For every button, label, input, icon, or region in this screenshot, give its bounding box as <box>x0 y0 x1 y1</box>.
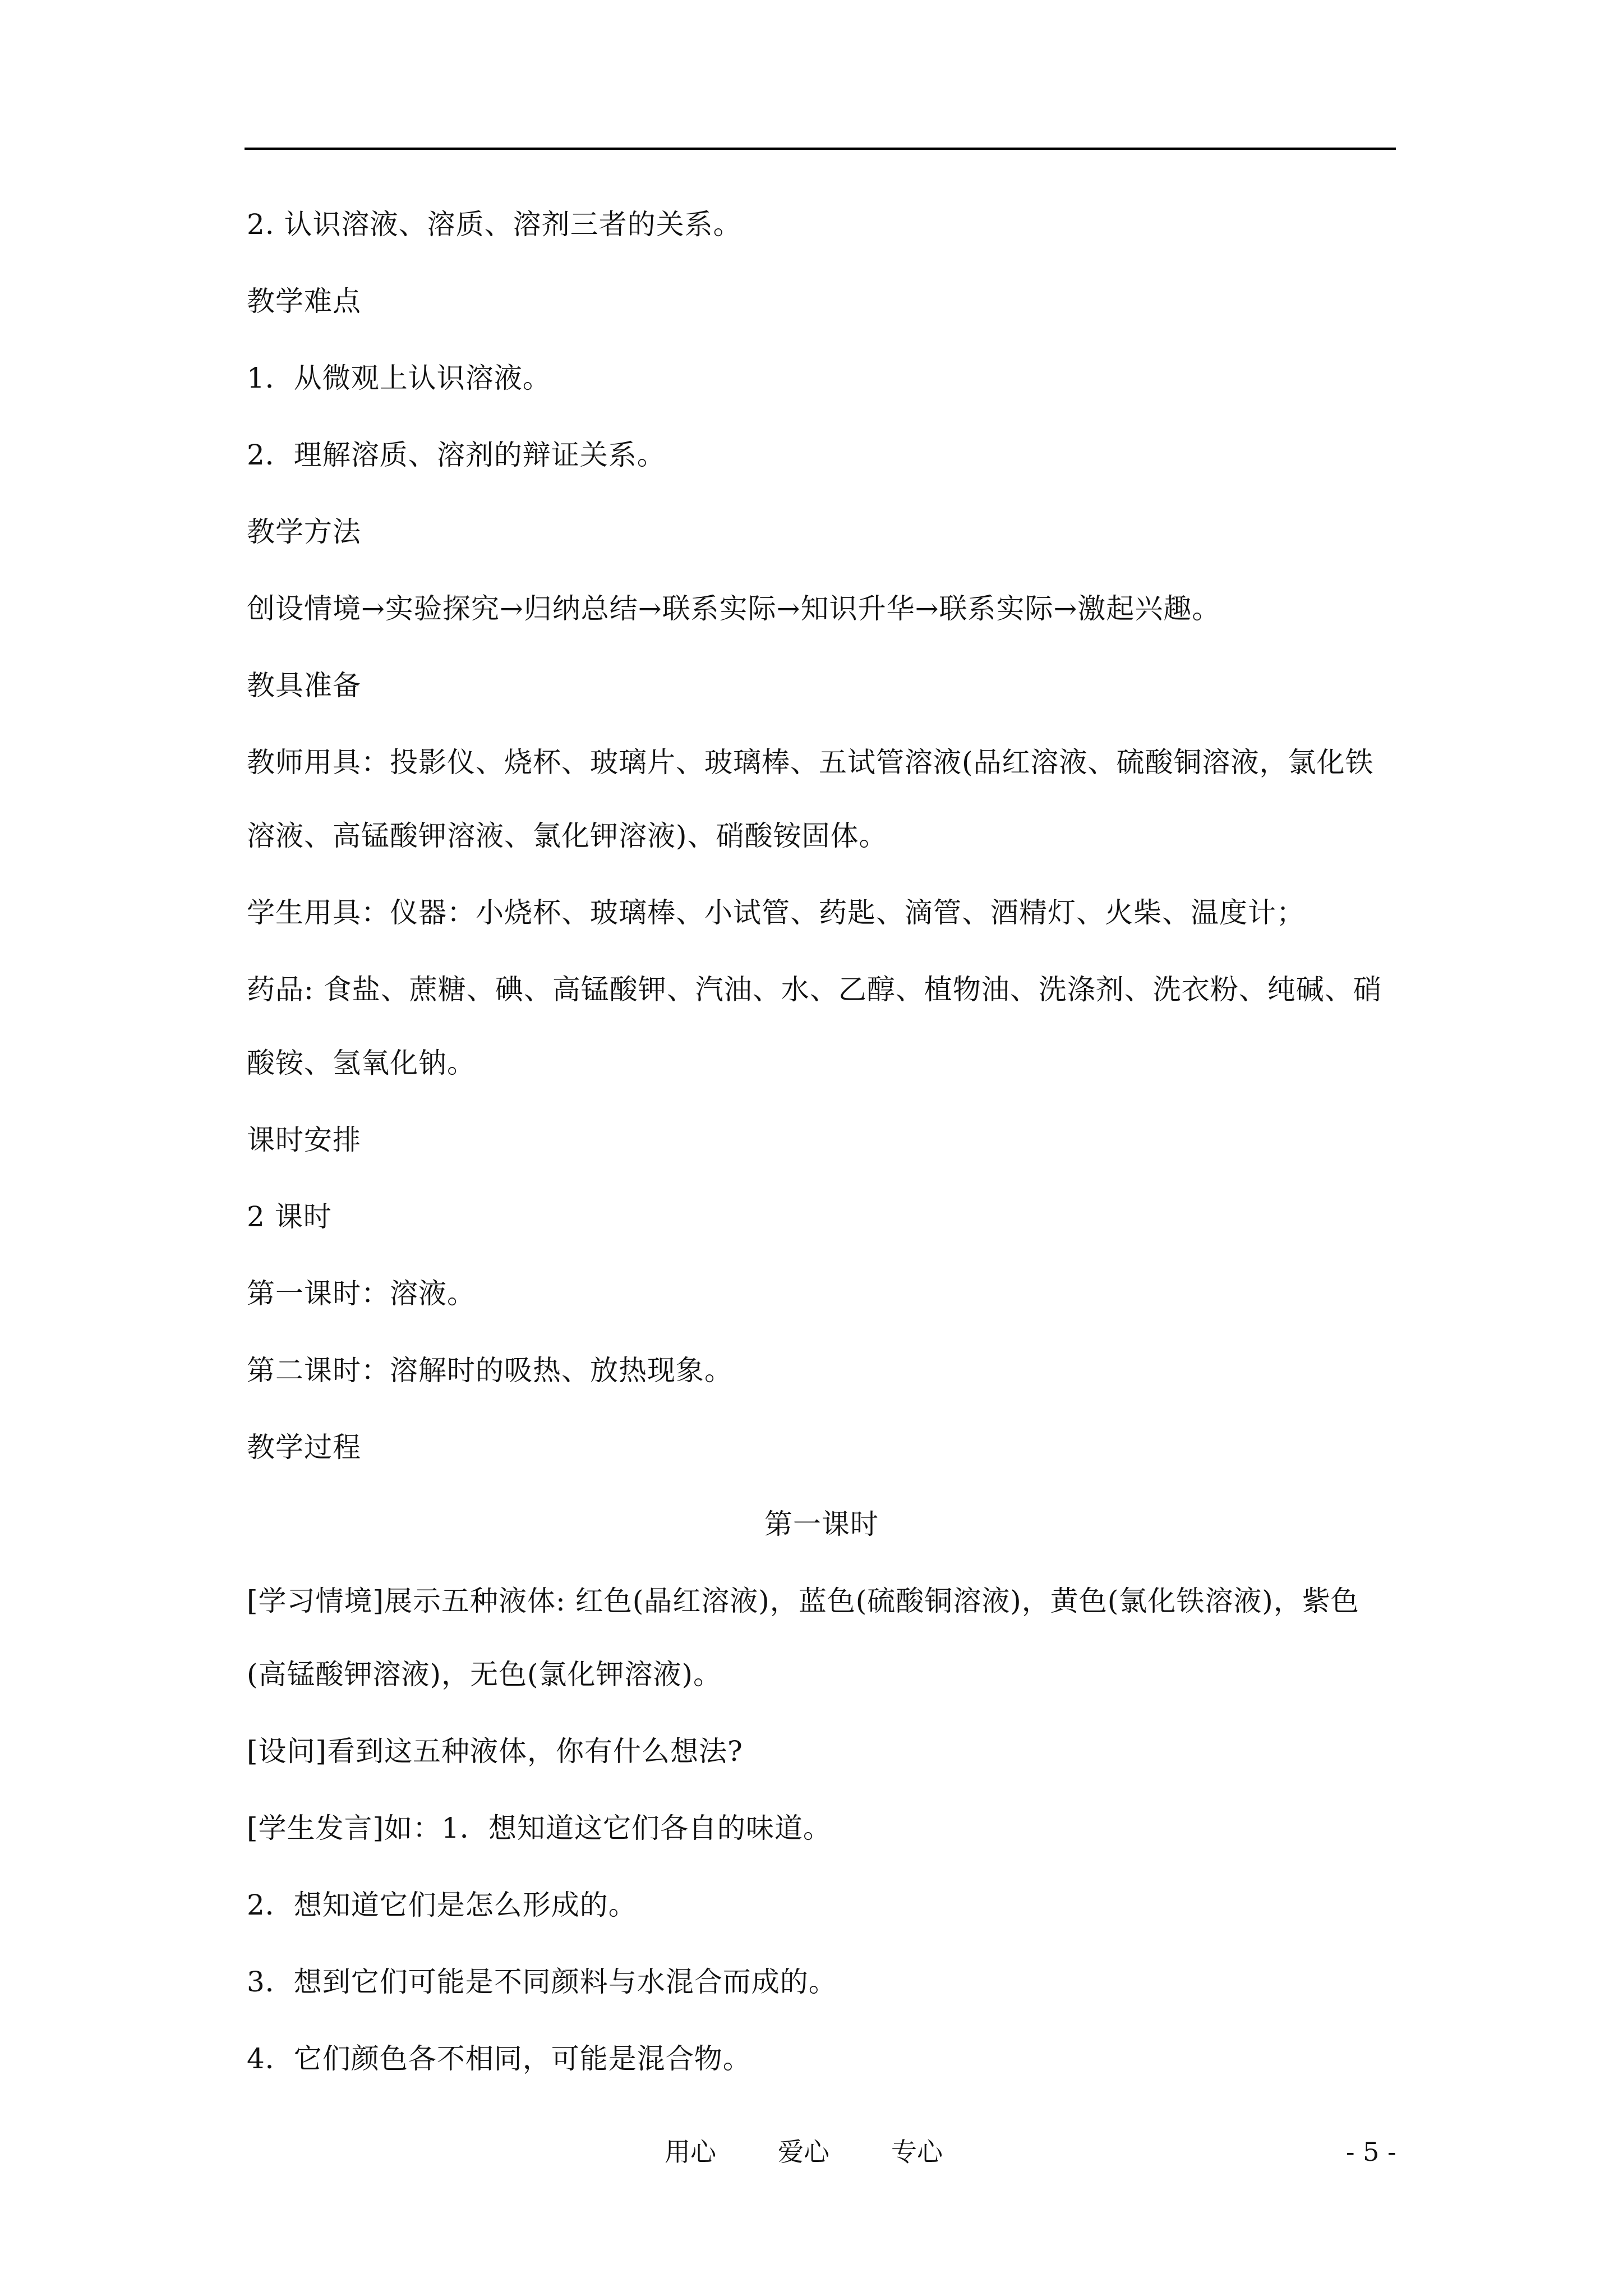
heading-equipment: 教具准备 <box>247 669 361 702</box>
heading-difficulties: 教学难点 <box>247 285 361 318</box>
footer-motto-2: 爱心 <box>778 2137 829 2167</box>
page-number: - 5 - <box>1346 2137 1396 2167</box>
difficulty-2: 2．理解溶质、溶剂的辩证关系。 <box>247 439 666 471</box>
student-answer-4: 4．它们颜色各不相同，可能是混合物。 <box>247 2042 751 2075</box>
schedule-lesson-1: 第一课时：溶液。 <box>247 1277 476 1310</box>
objective-2: 2. 认识溶液、溶质、溶剂三者的关系。 <box>247 208 742 241</box>
reagents-line-1: 药品: 食盐、蔗糖、碘、高锰酸钾、汽油、水、乙醇、植物油、洗涤剂、洗衣粉、纯碱、硝 <box>247 973 1382 1006</box>
header-rule <box>245 148 1396 150</box>
footer-motto-3: 专心 <box>891 2137 943 2167</box>
reagents-line-2: 酸铵、氢氧化钠。 <box>247 1047 476 1079</box>
difficulty-1: 1．从微观上认识溶液。 <box>247 362 551 394</box>
heading-process: 教学过程 <box>247 1431 361 1464</box>
heading-methods: 教学方法 <box>247 516 361 548</box>
question: [设问]看到这五种液体，你有什么想法? <box>247 1735 743 1768</box>
student-answer-3: 3．想到它们可能是不同颜料与水混合而成的。 <box>247 1966 837 1998</box>
schedule-count: 2 课时 <box>247 1200 332 1233</box>
lesson-1-title: 第一课时 <box>764 1508 879 1540</box>
footer-motto-1: 用心 <box>665 2137 716 2167</box>
situation-line-2: (高锰酸钾溶液)，无色(氯化钾溶液)。 <box>247 1658 722 1691</box>
situation-line-1: [学习情境]展示五种液体: 红色(晶红溶液)，蓝色(硫酸铜溶液)，黄色(氯化铁溶液)，紫色 <box>247 1585 1359 1617</box>
page-body <box>247 208 1396 2119</box>
student-answer-2: 2．想知道它们是怎么形成的。 <box>247 1889 637 1921</box>
footer-motto <box>665 2136 1004 2168</box>
methods-text: 创设情境→实验探究→归纳总结→联系实际→知识升华→联系实际→激起兴趣。 <box>247 592 1221 625</box>
student-tools: 学生用具：仪器：小烧杯、玻璃棒、小试管、药匙、滴管、酒精灯、火柴、温度计； <box>247 896 1305 929</box>
heading-schedule: 课时安排 <box>247 1124 361 1156</box>
teacher-tools-line-2: 溶液、高锰酸钾溶液、氯化钾溶液)、硝酸铵固体。 <box>247 820 888 852</box>
schedule-lesson-2: 第二课时：溶解时的吸热、放热现象。 <box>247 1354 733 1387</box>
teacher-tools-line-1: 教师用具：投影仪、烧杯、玻璃片、玻璃棒、五试管溶液(品红溶液、硫酸铜溶液，氯化铁 <box>247 746 1374 779</box>
student-answer-1: [学生发言]如：1．想知道这它们各自的味道。 <box>247 1812 832 1844</box>
